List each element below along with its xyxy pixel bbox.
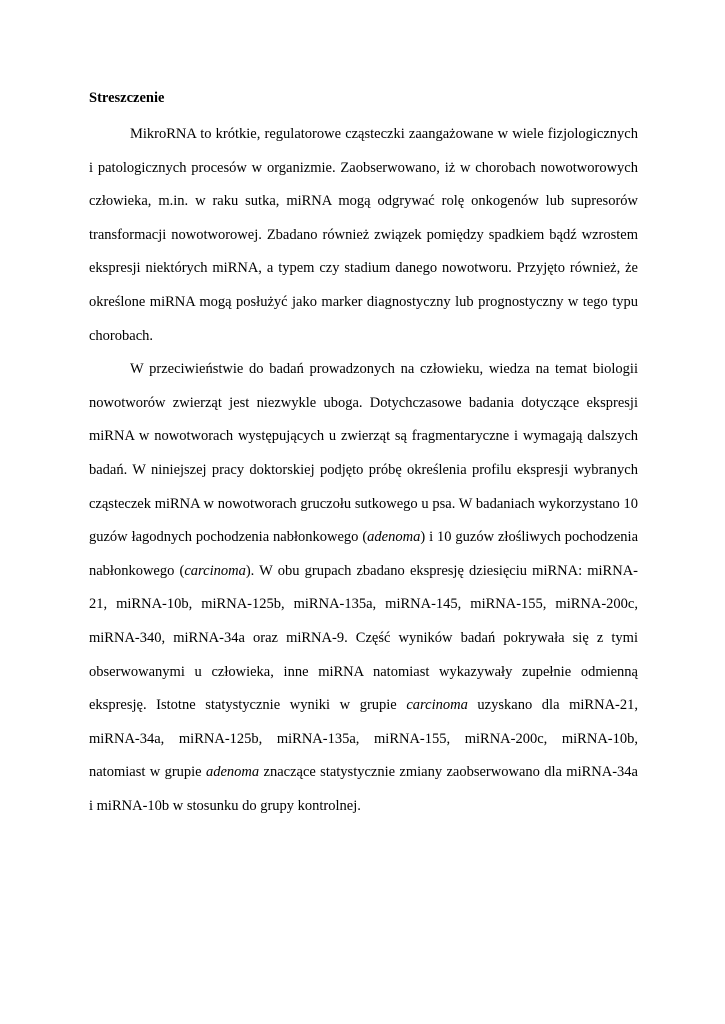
paragraph-2-text-2: ) i 10 guzów złośliwych pochodzenia nabłonkowego ( xyxy=(89,529,639,579)
abstract-paragraph-2 xyxy=(89,353,638,823)
paragraph-2-text-1: W przeciwieństwie do badań prowadzonych na człowieku, wiedza na temat biologii nowotworów zwierząt jest niezwykle uboga. Dotychczasowe badania dotyczące ekspresji miRNA w nowotworach występujących u zwierząt są fragmentaryczne i wymagają dalszych badań. W niniejszej pracy doktorskiej podjęto próbę określenia profilu ekspresji wybranych cząsteczek miRNA w nowotworach gruczołu sutkowego u psa. W badaniach wykorzystano 10 guzów łagodnych pochodzenia nabłonkowego ( xyxy=(89,361,638,546)
section-heading: Streszczenie xyxy=(89,90,165,106)
term-carcinoma-2: carcinoma xyxy=(406,697,468,714)
paragraph-2-text-5: znaczące statystycznie zmiany zaobserwowano dla miRNA-34a i miRNA-10b w stosunku do grupy kontrolnej. xyxy=(89,764,638,814)
document-page xyxy=(89,85,638,823)
term-adenoma: adenoma xyxy=(367,529,421,546)
term-carcinoma: carcinoma xyxy=(184,562,246,579)
paragraph-2-text-4: uzyskano dla miRNA-21, miRNA-34a, miRNA-125b, miRNA-135a, miRNA-155, miRNA-200c, miRNA-10b, natomiast w grupie xyxy=(89,697,638,781)
abstract-paragraph-1: MikroRNA to krótkie, regulatorowe cząsteczki zaangażowane w wiele fizjologicznych i patologicznych procesów w organizmie. Zaobserwowano, iż w chorobach nowotworowych człowieka, m.in. w raku sutka, miRNA mogą odgrywać rolę onkogenów lub supresorów transformacji nowotworowej. Zbadano również związek pomiędzy spadkiem bądź wzrostem ekspresji niektórych miRNA, a typem czy stadium danego nowotworu. Przyjęto również, że określone miRNA mogą posłużyć jako marker diagnostyczny lub prognostyczny w tego typu chorobach. xyxy=(89,126,638,344)
term-adenoma-2: adenoma xyxy=(205,764,260,781)
paragraph-2-text-3: ). W obu grupach zbadano ekspresję dziesięciu miRNA: miRNA-21, miRNA-10b, miRNA-125b, miRNA-135a, miRNA-145, miRNA-155, miRNA-200c, miRNA-340, miRNA-34a oraz miRNA-9. Część wyników badań pokrywała się z tymi obserwowanymi u człowieka, inne miRNA natomiast wykazywały zupełnie odmienną ekspresję. Istotne statystycznie wyniki w grupie xyxy=(89,562,639,714)
